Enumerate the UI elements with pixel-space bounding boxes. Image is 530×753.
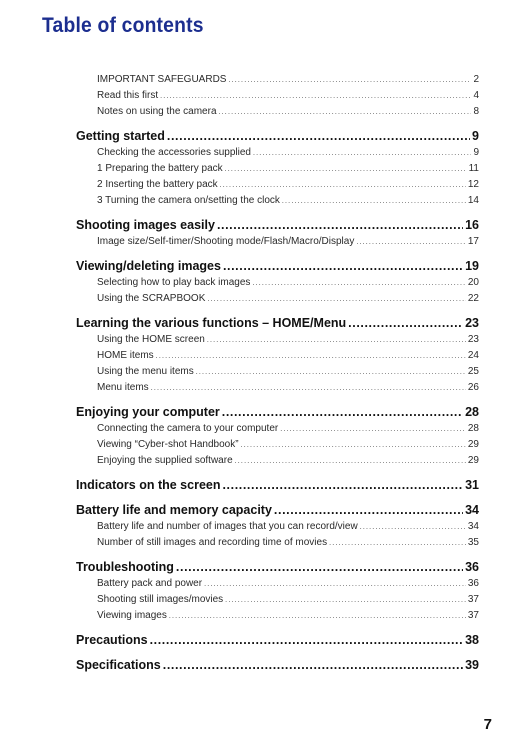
toc-heading-title: Shooting images easily <box>76 218 215 232</box>
leader-dots <box>169 609 466 624</box>
toc-heading-page: 9 <box>472 129 479 143</box>
toc-entry-title: 3 Turning the camera on/setting the clock <box>97 195 280 206</box>
toc-entry[interactable] <box>76 453 479 469</box>
toc-entry[interactable] <box>76 437 479 453</box>
toc-heading-title: Precautions <box>76 633 148 647</box>
toc-heading[interactable] <box>76 656 479 674</box>
toc-entry-title: 1 Preparing the battery pack <box>97 163 223 174</box>
toc-heading-page: 36 <box>465 560 479 574</box>
toc-entry[interactable] <box>76 275 479 291</box>
toc-entry[interactable] <box>76 519 479 535</box>
leader-dots <box>329 536 466 551</box>
toc-entry-title: Read this first <box>97 90 159 101</box>
leader-dots <box>156 349 466 364</box>
leader-dots <box>219 105 472 120</box>
toc-heading-page: 19 <box>465 259 479 273</box>
toc-entry-page: 20 <box>467 277 479 288</box>
toc-heading-title: Getting started <box>76 129 165 143</box>
toc-entry[interactable] <box>76 72 479 88</box>
toc-entry-page: 37 <box>467 610 479 621</box>
leader-dots <box>274 501 463 519</box>
table-of-contents <box>76 72 479 674</box>
toc-entry-title: Selecting how to play back images <box>97 277 251 288</box>
toc-entry-page: 4 <box>473 90 479 101</box>
toc-entry-page: 35 <box>467 537 479 548</box>
toc-entry[interactable] <box>76 88 479 104</box>
leader-dots <box>196 365 466 380</box>
leader-dots <box>167 127 470 145</box>
toc-group-viewing <box>76 257 479 307</box>
toc-entry-title: HOME items <box>97 350 154 361</box>
leader-dots <box>150 631 464 649</box>
page-number: 7 <box>483 716 492 733</box>
leader-dots <box>225 593 466 608</box>
toc-heading[interactable] <box>76 476 479 494</box>
toc-group-functions <box>76 314 479 396</box>
toc-entry-page: 25 <box>467 366 479 377</box>
toc-heading[interactable] <box>76 558 479 576</box>
leader-dots <box>222 403 463 421</box>
toc-entry-page: 22 <box>467 293 479 304</box>
toc-group-troubleshooting <box>76 558 479 624</box>
toc-entry[interactable] <box>76 193 479 209</box>
toc-entry-title: 2 Inserting the battery pack <box>97 179 218 190</box>
toc-entry-title: Battery pack and power <box>97 578 203 589</box>
leader-dots <box>356 235 466 250</box>
toc-entry-title: Using the SCRAPBOOK <box>97 293 206 304</box>
page-title: Table of contents <box>42 14 204 37</box>
leader-dots <box>225 162 467 177</box>
toc-entry-page: 36 <box>467 578 479 589</box>
leader-dots <box>151 381 466 396</box>
toc-entry[interactable] <box>76 364 479 380</box>
toc-entry-page: 12 <box>467 179 479 190</box>
toc-entry-title: Viewing “Cyber-shot Handbook” <box>97 439 239 450</box>
toc-entry-page: 28 <box>467 423 479 434</box>
leader-dots <box>252 276 465 291</box>
toc-group-shooting <box>76 216 479 250</box>
leader-dots <box>222 476 463 494</box>
toc-entry-page: 26 <box>467 382 479 393</box>
toc-entry-title: IMPORTANT SAFEGUARDS <box>97 74 227 85</box>
toc-heading-page: 23 <box>465 316 479 330</box>
toc-group-indicators <box>76 476 479 494</box>
leader-dots <box>241 438 466 453</box>
leader-dots <box>223 257 463 275</box>
toc-entry-page: 29 <box>467 439 479 450</box>
toc-entry-page: 8 <box>473 106 479 117</box>
toc-entry[interactable] <box>76 380 479 396</box>
leader-dots <box>217 216 463 234</box>
toc-entry-title: Number of still images and recording time of movies <box>97 537 328 548</box>
toc-heading[interactable] <box>76 257 479 275</box>
toc-entry[interactable] <box>76 145 479 161</box>
toc-entry[interactable] <box>76 234 479 250</box>
toc-group-battery <box>76 501 479 551</box>
toc-entry[interactable] <box>76 421 479 437</box>
toc-heading-page: 31 <box>465 478 479 492</box>
toc-entry-title: Checking the accessories supplied <box>97 147 251 158</box>
toc-heading-title: Specifications <box>76 658 161 672</box>
toc-entry-title: Shooting still images/movies <box>97 594 224 605</box>
toc-entry[interactable] <box>76 535 479 551</box>
toc-entry-page: 2 <box>473 74 479 85</box>
toc-entry-title: Menu items <box>97 382 149 393</box>
toc-entry-page: 29 <box>467 455 479 466</box>
toc-group-precautions <box>76 631 479 649</box>
toc-entry-page: 11 <box>468 163 479 174</box>
toc-heading-page: 38 <box>465 633 479 647</box>
toc-entry-page: 9 <box>473 147 479 158</box>
leader-dots <box>176 558 463 576</box>
leader-dots <box>280 422 466 437</box>
leader-dots <box>207 333 466 348</box>
toc-heading-title: Battery life and memory capacity <box>76 503 272 517</box>
leader-dots <box>360 520 466 535</box>
leader-dots <box>253 146 471 161</box>
leader-dots <box>207 292 466 307</box>
leader-dots <box>163 656 463 674</box>
toc-entry-title: Image size/Self-timer/Shooting mode/Flash/Macro/Display <box>97 236 355 247</box>
toc-heading[interactable] <box>76 403 479 421</box>
leader-dots <box>204 577 466 592</box>
toc-entry-title: Enjoying the supplied software <box>97 455 233 466</box>
toc-heading-page: 16 <box>465 218 479 232</box>
toc-entry-title: Using the HOME screen <box>97 334 205 345</box>
leader-dots <box>282 194 466 209</box>
leader-dots <box>235 454 466 469</box>
toc-entry-page: 24 <box>467 350 479 361</box>
toc-group-computer <box>76 403 479 469</box>
toc-heading-title: Viewing/deleting images <box>76 259 221 273</box>
toc-entry[interactable] <box>76 332 479 348</box>
toc-heading[interactable] <box>76 501 479 519</box>
toc-entry-page: 34 <box>467 521 479 532</box>
toc-group-getting-started <box>76 127 479 209</box>
toc-heading[interactable] <box>76 127 479 145</box>
toc-heading-page: 28 <box>465 405 479 419</box>
toc-entry-title: Battery life and number of images that you can record/view <box>97 521 358 532</box>
toc-heading-title: Enjoying your computer <box>76 405 220 419</box>
toc-entry[interactable] <box>76 608 479 624</box>
toc-heading-title: Indicators on the screen <box>76 478 221 492</box>
toc-heading-title: Troubleshooting <box>76 560 174 574</box>
toc-entry[interactable] <box>76 291 479 307</box>
toc-entry[interactable] <box>76 104 479 120</box>
toc-entry-title: Notes on using the camera <box>97 106 217 117</box>
toc-entry[interactable] <box>76 576 479 592</box>
toc-heading[interactable] <box>76 631 479 649</box>
toc-entry[interactable] <box>76 348 479 364</box>
toc-heading[interactable] <box>76 314 479 332</box>
toc-entry-page: 14 <box>467 195 479 206</box>
toc-group-front-matter <box>76 72 479 120</box>
toc-entry-title: Using the menu items <box>97 366 194 377</box>
toc-entry-page: 23 <box>467 334 479 345</box>
toc-heading-page: 34 <box>465 503 479 517</box>
toc-heading-page: 39 <box>465 658 479 672</box>
toc-entry-page: 37 <box>467 594 479 605</box>
leader-dots <box>228 73 471 88</box>
toc-entry-page: 17 <box>467 236 479 247</box>
toc-entry[interactable] <box>76 161 479 177</box>
leader-dots <box>348 314 463 332</box>
toc-entry-title: Viewing images <box>97 610 167 621</box>
toc-heading[interactable] <box>76 216 479 234</box>
toc-entry[interactable] <box>76 592 479 608</box>
toc-entry[interactable] <box>76 177 479 193</box>
toc-heading-title: Learning the various functions – HOME/Menu <box>76 316 347 330</box>
toc-entry-title: Connecting the camera to your computer <box>97 423 279 434</box>
leader-dots <box>160 89 471 104</box>
toc-group-specifications <box>76 656 479 674</box>
leader-dots <box>220 178 466 193</box>
